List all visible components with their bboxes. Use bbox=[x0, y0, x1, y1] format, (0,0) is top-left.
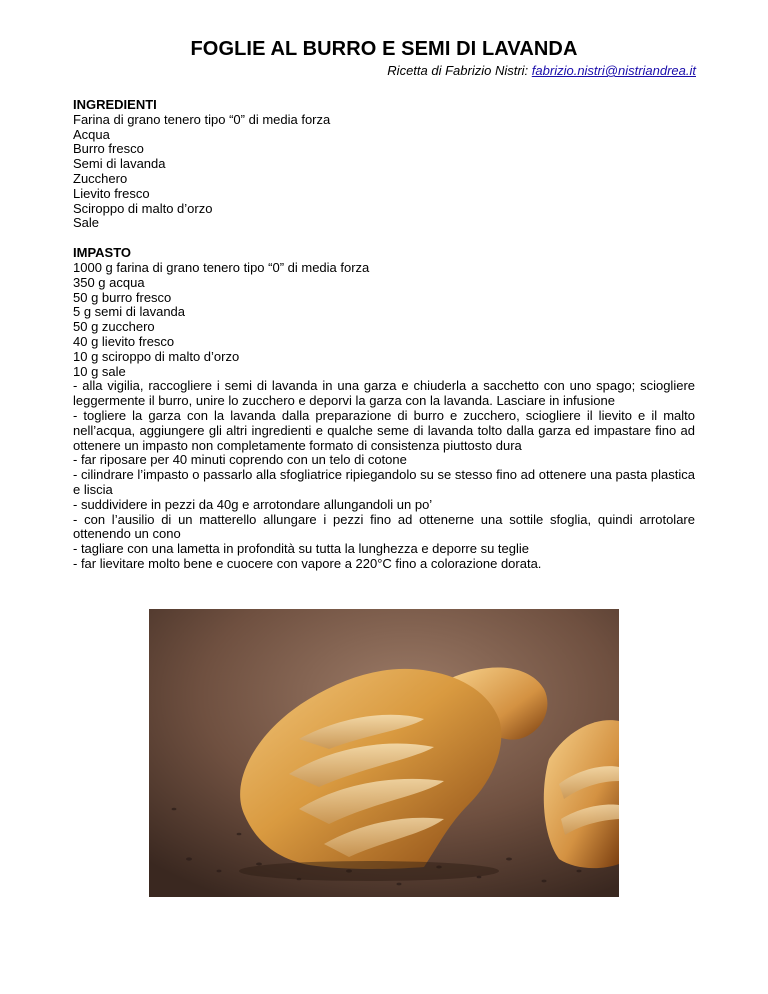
method-step: - suddividere in pezzi da 40g e arrotondare allungandoli un po’ bbox=[73, 496, 433, 512]
method-step: - cilindrare l’impasto o passarlo alla sfogliatrice ripiegandolo su se stesso fino ad ottenere una pasta plastica e liscia bbox=[73, 467, 695, 497]
bread-photo bbox=[149, 609, 619, 897]
ingredient-item: Semi di lavanda bbox=[73, 156, 166, 172]
method-step: - far riposare per 40 minuti coprendo con un telo di cotone bbox=[73, 452, 407, 468]
steps-list bbox=[73, 379, 695, 571]
ingredients-list bbox=[73, 113, 695, 231]
quantity-item: 10 g sale bbox=[73, 363, 126, 379]
quantity-item: 350 g acqua bbox=[73, 274, 145, 290]
page-title: FOGLIE AL BURRO E SEMI DI LAVANDA bbox=[190, 38, 578, 60]
quantity-item: 50 g burro fresco bbox=[73, 289, 172, 305]
recipe-byline bbox=[387, 63, 696, 78]
ingredient-item: Lievito fresco bbox=[73, 185, 150, 201]
ingredient-item: Acqua bbox=[73, 126, 110, 142]
quantity-item: 40 g lievito fresco bbox=[73, 333, 175, 349]
ingredient-item: Farina di grano tenero tipo “0” di media forza bbox=[73, 111, 331, 127]
quantity-item: 1000 g farina di grano tenero tipo “0” di media forza bbox=[73, 259, 370, 275]
quantity-item: 50 g zucchero bbox=[73, 319, 155, 335]
recipe-body bbox=[73, 98, 695, 572]
byline-prefix: Ricetta di Fabrizio Nistri: bbox=[387, 63, 529, 78]
method-step: - togliere la garza con la lavanda dalla preparazione di burro e zucchero, sciogliere il lievito e il malto nell’acqua, aggiungere gli altri ingredienti e qualche seme di lavanda tolto dalla garza ed impastare fino ad ottenere un impasto non completamente formato di consistenza piuttosto dura bbox=[73, 407, 695, 453]
method-step: - con l’ausilio di un matterello allungare i pezzi fino ad ottenerne una sottile sfoglia, quindi arrotolare ottenendo un cono bbox=[73, 511, 695, 542]
author-email-link[interactable]: fabrizio.nistri@nistriandrea.it bbox=[531, 63, 696, 78]
quantities-list bbox=[73, 261, 695, 379]
ingredienti-heading: INGREDIENTI bbox=[73, 97, 157, 112]
method-step: - far lievitare molto bene e cuocere con vapore a 220°C fino a colorazione dorata. bbox=[73, 555, 542, 571]
ingredient-item: Zucchero bbox=[73, 170, 128, 186]
quantity-item: 10 g sciroppo di malto d’orzo bbox=[73, 348, 240, 364]
ingredient-item: Burro fresco bbox=[73, 141, 144, 157]
method-step: - alla vigilia, raccogliere i semi di lavanda in una garza e chiuderla a sacchetto con uno spago; sciogliere leggermente il burro, unire lo zucchero e deporvi la garza con la lavanda. Lasciare in infusione bbox=[73, 378, 695, 409]
ingredient-item: Sciroppo di malto d’orzo bbox=[73, 200, 213, 216]
impasto-heading: IMPASTO bbox=[73, 245, 132, 261]
quantity-item: 5 g semi di lavanda bbox=[73, 304, 186, 320]
method-step: - tagliare con una lametta in profondità su tutta la lunghezza e deporre su teglie bbox=[73, 541, 530, 557]
ingredient-item: Sale bbox=[73, 215, 100, 231]
